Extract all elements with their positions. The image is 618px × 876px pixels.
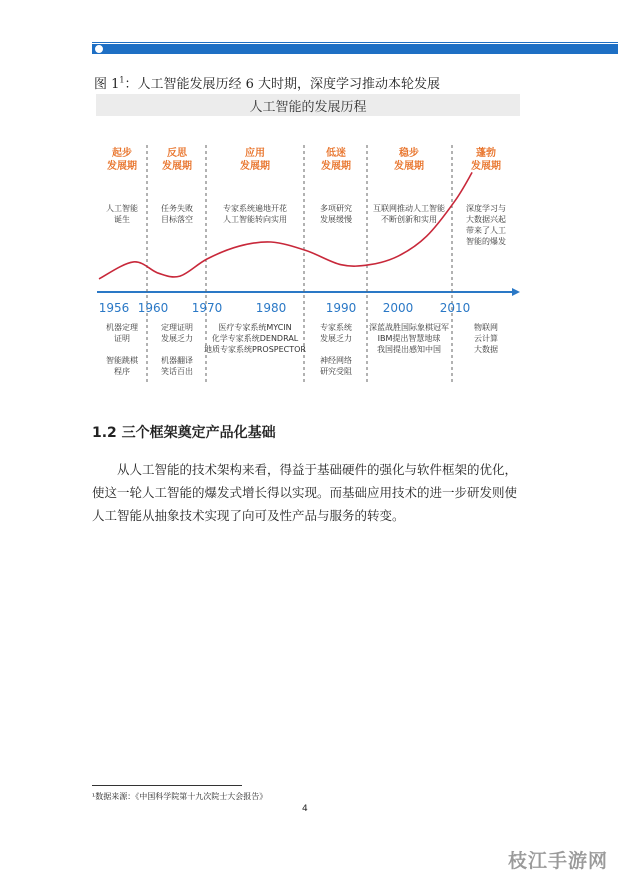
footnote-rule <box>92 785 242 786</box>
period-events-5: 我国提出感知中国 <box>377 345 441 354</box>
period-events-6: 大数据 <box>474 345 498 354</box>
period-events-1: 证明 <box>114 334 130 343</box>
timeline-chart <box>0 0 618 400</box>
period-events-1: 程序 <box>114 367 130 376</box>
period-events-2: 机器翻译 <box>161 356 193 365</box>
year-tick-1956: 1956 <box>98 301 130 315</box>
period-events-4: 发展乏力 <box>320 334 352 343</box>
period-name-3: 发展期 <box>240 161 270 172</box>
year-tick-1980: 1980 <box>255 301 287 315</box>
period-events-3: 地质专家系统PROSPECTOR <box>204 345 306 354</box>
period-name-4: 低迷 <box>326 148 346 159</box>
period-events-1: 机器定理 <box>106 323 138 332</box>
period-description-6: 带来了人工 <box>466 226 506 235</box>
period-events-2: 定理证明 <box>161 323 193 332</box>
period-description-1: 人工智能 <box>106 204 138 213</box>
period-name-3: 应用 <box>245 148 265 159</box>
body-paragraph: 从人工智能的技术架构来看，得益于基础硬件的强化与软件框架的优化，使这一轮人工智能的爆发式增长得以实现。而基础应用技术的进一步研发则使人工智能从抽象技术实现了向可及性产品与服务的转变。 <box>92 462 518 523</box>
period-description-1: 诞生 <box>114 215 130 224</box>
period-description-3: 专家系统遍地开花 <box>223 204 287 213</box>
chart-title: 人工智能的发展历程 <box>249 100 367 115</box>
period-description-2: 目标落空 <box>161 215 193 224</box>
period-name-6: 蓬勃 <box>476 148 496 159</box>
year-tick-1970: 1970 <box>191 301 223 315</box>
period-events-4: 专家系统 <box>320 323 352 332</box>
period-description-3: 人工智能转向实用 <box>223 215 287 224</box>
period-name-1: 发展期 <box>107 161 137 172</box>
year-tick-2000: 2000 <box>382 301 414 315</box>
period-description-2: 任务失败 <box>161 204 193 213</box>
figure-caption: 图 $1^1$：人工智能发展历经 6 大时期，深度学习推动本轮发展 <box>94 75 441 92</box>
period-events-6: 物联网 <box>474 323 498 332</box>
period-events-2: 发展乏力 <box>161 334 193 343</box>
year-tick-2010: 2010 <box>439 301 471 315</box>
period-name-5: 发展期 <box>394 161 424 172</box>
period-name-2: 发展期 <box>162 161 192 172</box>
section-heading: 1.2 三个框架奠定产品化基础 <box>92 425 276 441</box>
period-description-4: 发展缓慢 <box>320 215 352 224</box>
period-name-1: 起步 <box>112 148 132 159</box>
period-events-6: 云计算 <box>474 334 498 343</box>
period-events-2: 笑话百出 <box>161 367 193 376</box>
year-tick-1960: 1960 <box>137 301 169 315</box>
period-events-5: 深蓝战胜国际象棋冠军 <box>369 323 449 332</box>
period-events-1: 智能跳棋 <box>106 356 138 365</box>
period-events-5: IBM提出智慧地球 <box>377 334 441 343</box>
period-description-6: 深度学习与 <box>466 204 506 213</box>
trend-curve <box>99 172 472 279</box>
period-name-2: 反思 <box>167 148 187 159</box>
period-events-3: 化学专家系统DENDRAL <box>211 334 299 343</box>
period-events-3: 医疗专家系统MYCIN <box>218 323 292 332</box>
period-name-6: 发展期 <box>471 161 501 172</box>
period-description-6: 大数据兴起 <box>466 215 506 224</box>
period-description-6: 智能的爆发 <box>466 237 506 246</box>
period-description-5: 互联网推动人工智能 <box>373 204 445 213</box>
page-number: 4 <box>302 804 308 814</box>
period-description-5: 不断创新和实用 <box>381 215 437 224</box>
period-events-4: 研究受阻 <box>320 367 352 376</box>
period-events-4: 神经网络 <box>320 356 352 365</box>
watermark: 枝江手游网 <box>508 850 609 872</box>
period-name-5: 稳步 <box>399 148 419 159</box>
year-tick-1990: 1990 <box>325 301 357 315</box>
footnote: ¹数据来源：《中国科学院第十九次院士大会报告》 <box>92 792 268 801</box>
period-description-4: 多项研究 <box>320 204 352 213</box>
period-name-4: 发展期 <box>321 161 351 172</box>
x-axis-arrow <box>512 288 520 296</box>
